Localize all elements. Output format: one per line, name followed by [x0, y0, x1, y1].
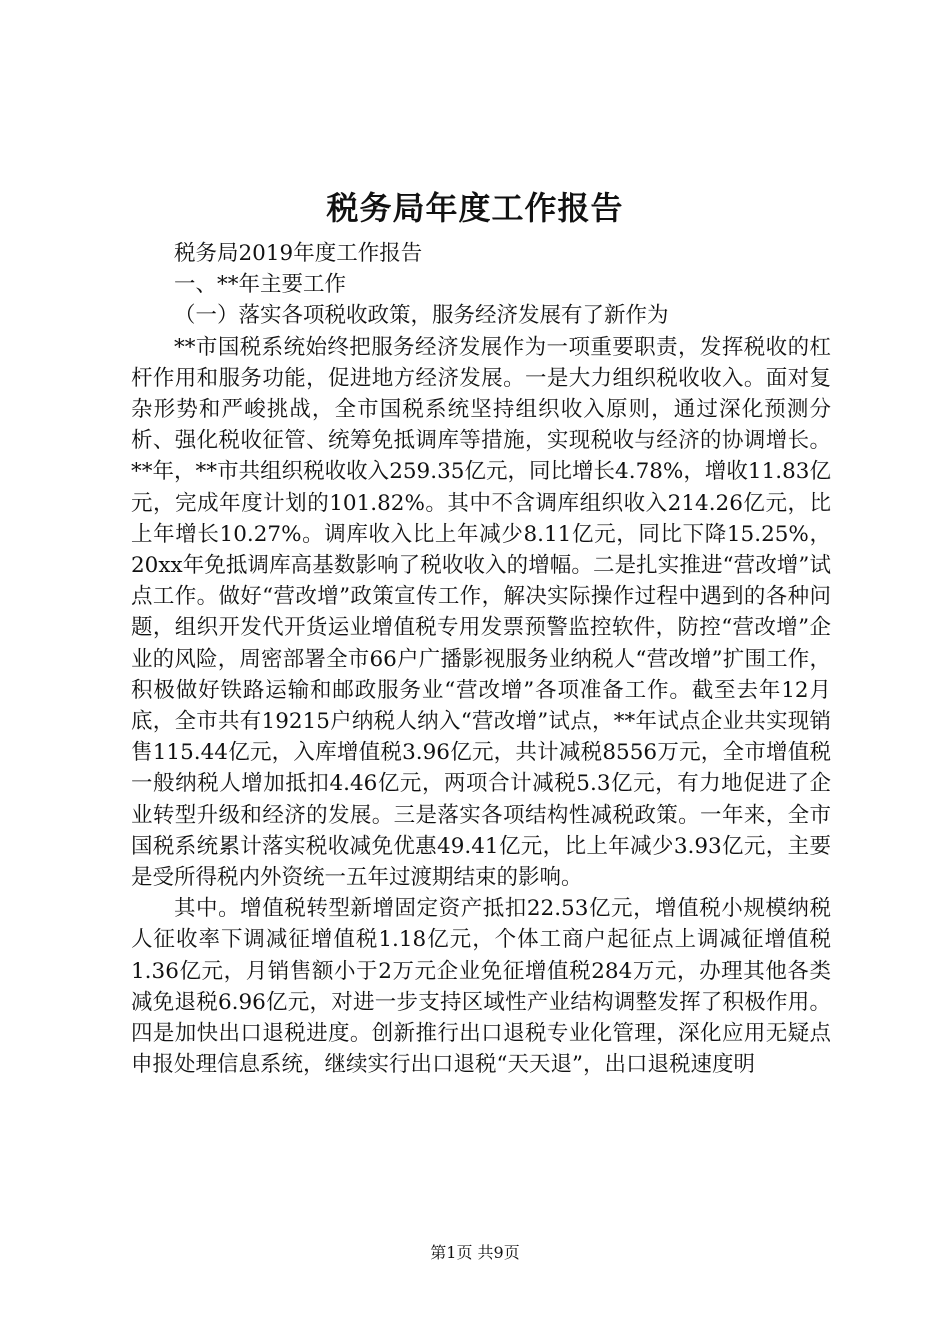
document-title: 税务局年度工作报告 [326, 189, 624, 227]
paragraph-body-1: **市国税系统始终把服务经济发展作为一项重要职责，发挥税收的杠杆作用和服务功能，促进地方经济发展。一是大力组织税收收入。面对复杂形势和严峻挑战，全市国税系统坚持组织收入原则，通过深化预测分析、强化税收征管、统筹免抵调库等措施，实现税收与经济的协调增长。**年，**市共组织税收收入259.35亿元，同比增长4.78%，增收11.83亿元，完成年度计划的101.82%。其中不含调库组织收入214.26亿元，比上年增长10.27%。调库收入比上年减少8.11亿元，同比下降15.25%，20xx年免抵调库高基数影响了税收收入的增幅。二是扎实推进“营改增”试点工作。做好“营改增”政策宣传工作，解决实际操作过程中遇到的各种问题，组织开发代开货运业增值税专用发票预警监控软件，防控“营改增”企业的风险，周密部署全市66户广播影视服务业纳税人“营改增”扩围工作，积极做好铁路运输和邮政服务业“营改增”各项准备工作。截至去年12月底，全市共有19215户纳税人纳入“营改增”试点，**年试点企业共实现销售115.44亿元，入库增值税3.96亿元，共计减税8556万元，全市增值税一般纳税人增加抵扣4.46亿元，两项合计减税5.3亿元，有力地促进了企业转型升级和经济的发展。三是落实各项结构性减税政策。一年来，全市国税系统累计落实税收减免优惠49.41亿元，比上年减少3.93亿元，主要是受所得税内外资统一五年过渡期结束的影响。 [131, 334, 831, 891]
paragraph-subsection-heading: （一）落实各项税收政策，服务经济发展有了新作为 [174, 303, 669, 329]
page-number-footer: 第1页 共9页 [430, 1243, 520, 1262]
paragraph-body-2: 其中。增值税转型新增固定资产抵扣22.53亿元，增值税小规模纳税人征收率下调减征增值税1.18亿元，个体工商户起征点上调减征增值税1.36亿元，月销售额小于2万元企业免征增值税284万元，办理其他各类减免退税6.96亿元，对进一步支持区域性产业结构调整发挥了积极作用。四是加快出口退税进度。创新推行出口退税专业化管理，深化应用无疑点申报处理信息系统，继续实行出口退税“天天退”，出口退税速度明 [131, 896, 831, 1078]
document-body [131, 238, 831, 1080]
paragraph-report-name: 税务局2019年度工作报告 [174, 241, 423, 266]
paragraph-section-heading: 一、**年主要工作 [174, 272, 347, 298]
